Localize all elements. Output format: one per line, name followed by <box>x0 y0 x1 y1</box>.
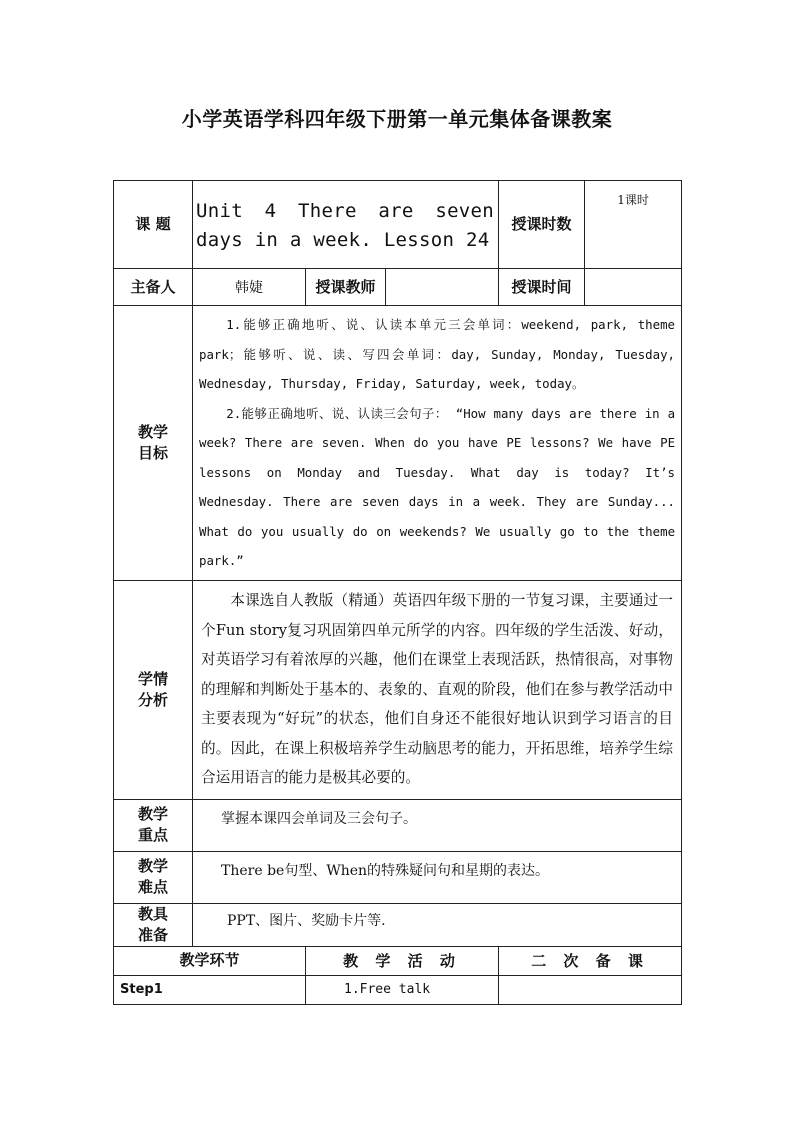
difficulty-label-2: 难点 <box>137 878 168 896</box>
goals-content <box>193 306 682 581</box>
tools-label <box>114 903 193 946</box>
document-title: 小学英语学科四年级下册第一单元集体备课教案 <box>181 107 613 131</box>
main-preparer-value: 韩婕 <box>193 269 306 306</box>
goals-label-text: 教学目标 <box>137 422 168 462</box>
tools-label-2: 准备 <box>137 925 168 944</box>
row-tools <box>114 903 682 946</box>
row-key-points <box>114 799 682 851</box>
row-difficulty <box>114 851 682 903</box>
goal-paragraph-2: 2.能够正确地听、说、认读三会句子： “How many days are there in a week? There are seven. When do you have PE lessons? We have PE lessons on Monday and Tuesday. What day is today? It’s Wednesday. There are seven days in a week. They are Sunday... What do you usually do on weekends? We usually go to the theme park.” <box>199 405 676 568</box>
difficulty-content: There be句型、When的特殊疑问句和星期的表达。 <box>193 851 682 903</box>
time-label: 授课时间 <box>499 269 585 306</box>
process-header-activity: 教 学 活 动 <box>306 946 499 975</box>
hours-label: 授课时数 <box>499 181 585 269</box>
analysis-label-text: 学情分析 <box>137 669 168 709</box>
goals-label <box>114 306 193 581</box>
process-header-step: 教学环节 <box>114 946 306 975</box>
tools-content: PPT、图片、奖励卡片等. <box>193 903 682 946</box>
main-preparer-label: 主备人 <box>114 269 193 306</box>
step-activity: 1.Free talk <box>306 975 499 1004</box>
row-people <box>114 269 682 306</box>
topic-value: Unit 4 There are seven days in a week. Lesson 24 <box>193 181 499 269</box>
row-topic <box>114 181 682 269</box>
key-label <box>114 799 193 851</box>
row-analysis <box>114 580 682 799</box>
difficulty-label-1: 教学 <box>137 857 168 875</box>
row-goals <box>114 306 682 581</box>
teacher-value <box>386 269 499 306</box>
table-row <box>114 975 682 1004</box>
analysis-paragraph: 本课选自人教版（精通）英语四年级下册的一节复习课，主要通过一个Fun story复习巩固第四单元所学的内容。四年级的学生活泼、好动，对英语学习有着浓厚的兴趣，他们在课堂上表现活跃，热情很高，对事物的理解和判断处于基本的、表象的、直观的阶段，他们在参与教学活动中主要表现为“好玩”的状态，他们自身还不能很好地认识到学习语言的目的。因此，在课上积极培养学生动脑思考的能力，开拓思维，培养学生综合运用语言的能力是极其必要的。 <box>201 591 674 787</box>
analysis-content <box>193 580 682 799</box>
lesson-plan-table <box>113 180 682 1005</box>
topic-label: 课 题 <box>114 181 193 269</box>
goal-paragraph-1: 1.能够正确地听、说、认读本单元三会单词：weekend, park, theme park；能够听、说、读、写四会单词：day, Sunday, Monday, Tuesday, Wednesday, Thursday, Friday, Saturday, week, today。 <box>199 317 676 391</box>
step-notes <box>499 975 682 1004</box>
teacher-label: 授课教师 <box>306 269 386 306</box>
process-header-notes: 二 次 备 课 <box>499 946 682 975</box>
row-process-header <box>114 946 682 975</box>
analysis-label <box>114 580 193 799</box>
tools-label-1: 教具 <box>137 904 168 923</box>
key-content: 掌握本课四会单词及三会句子。 <box>193 799 682 851</box>
step-name: Step1 <box>114 975 306 1004</box>
hours-value: 1课时 <box>585 181 682 269</box>
time-value <box>585 269 682 306</box>
key-label-1: 教学 <box>137 805 168 823</box>
difficulty-label <box>114 851 193 903</box>
key-label-2: 重点 <box>137 826 168 844</box>
